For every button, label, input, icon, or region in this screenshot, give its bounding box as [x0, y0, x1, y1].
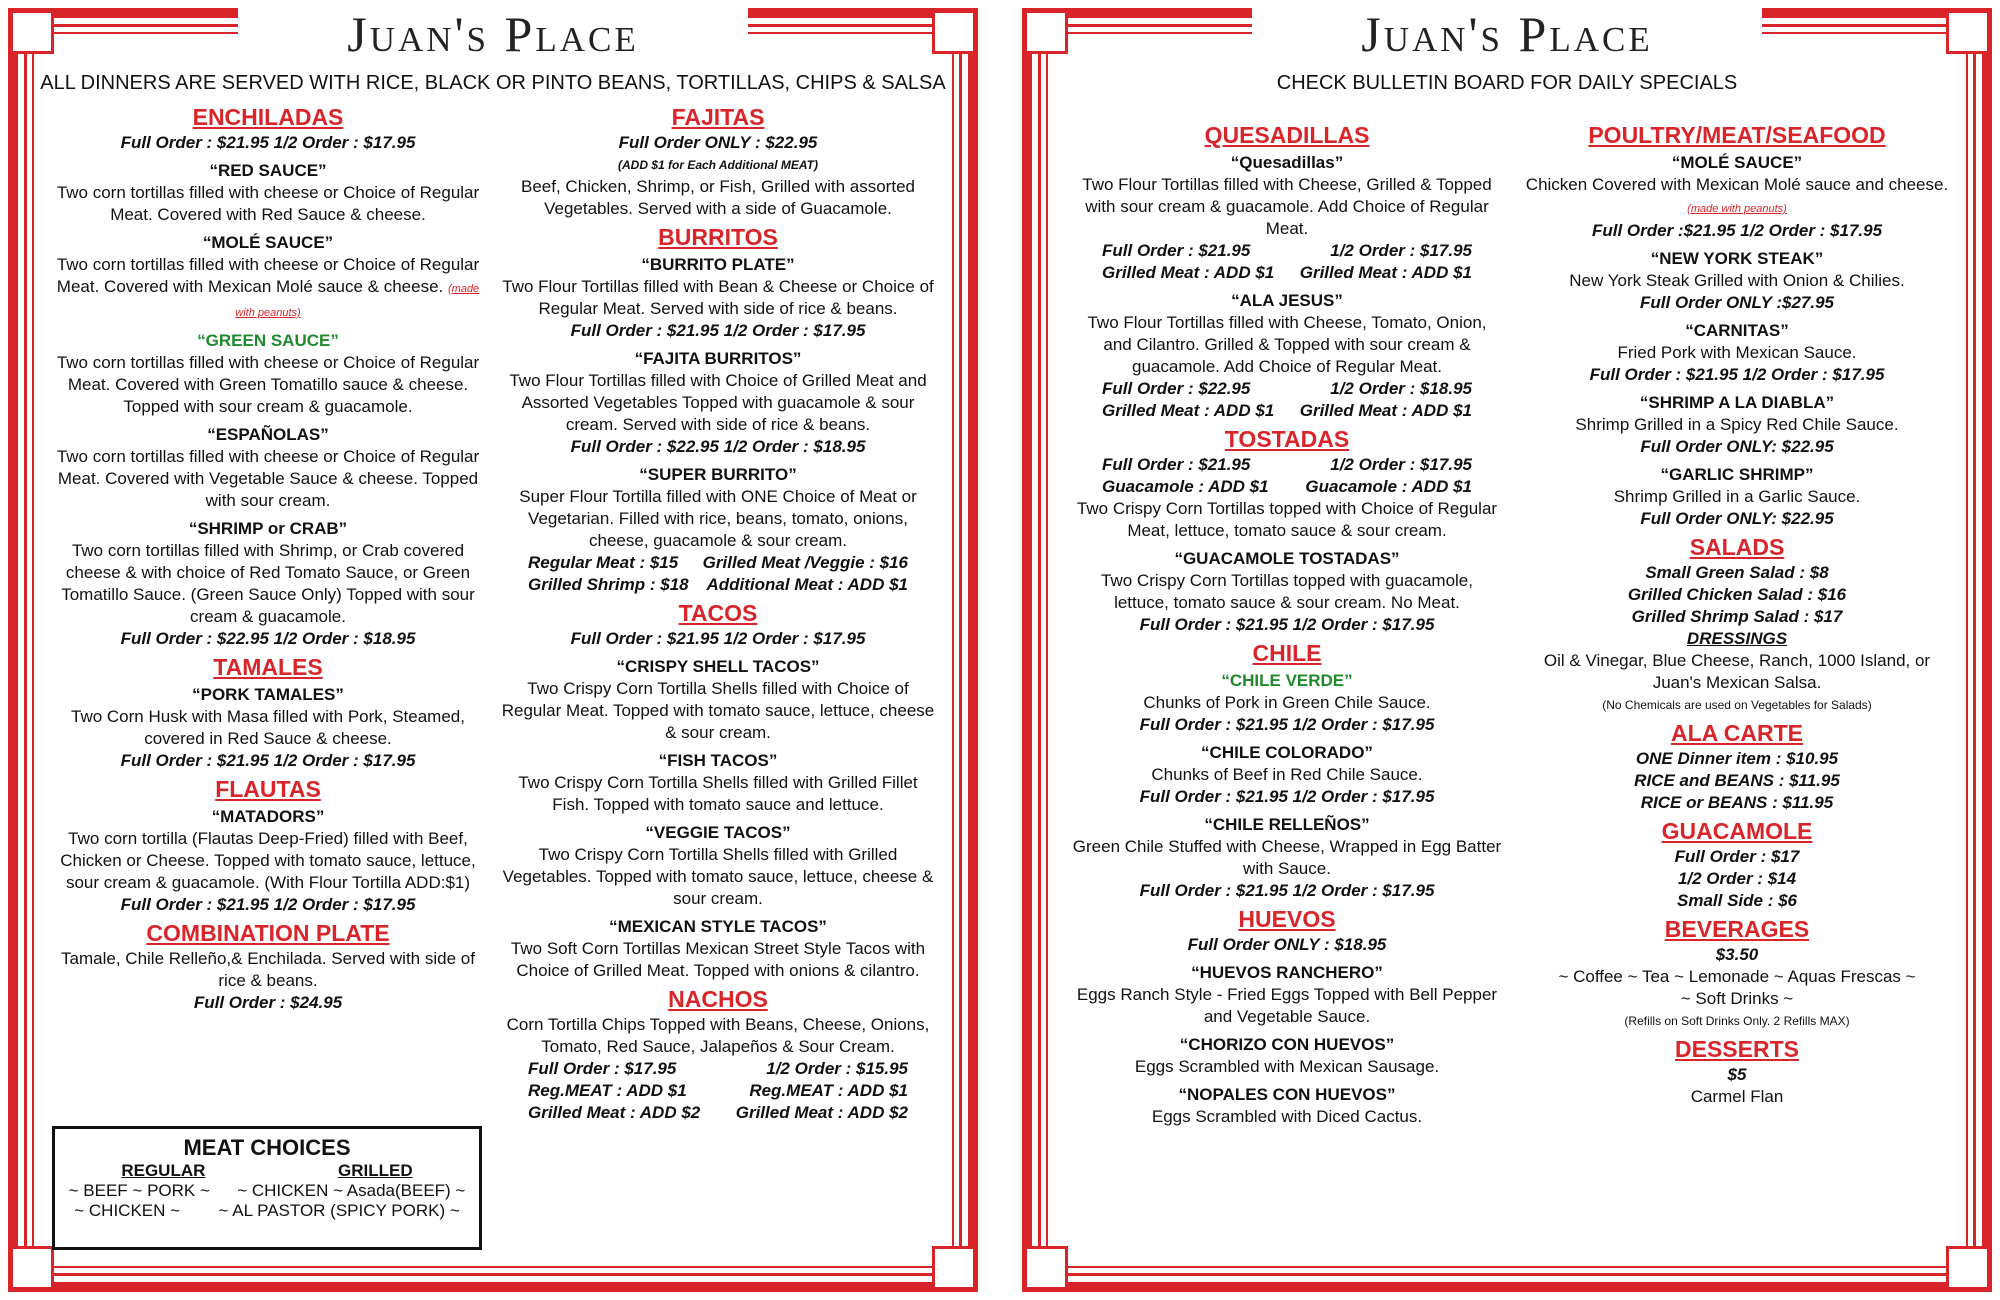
price: 1/2 Order : $15.95	[766, 1059, 908, 1078]
item-name: “NOPALES CON HUEVOS”	[1178, 1085, 1396, 1104]
price-line: Full Order : $22.95 1/2 Order : $18.95	[120, 629, 416, 648]
item-name: “FISH TACOS”	[658, 751, 778, 770]
price-line: Grilled Chicken Salad : $16	[1627, 585, 1847, 604]
column-left	[1072, 118, 1502, 1128]
item-desc: Chunks of Pork in Green Chile Sauce.	[1143, 693, 1431, 712]
corner-ornament	[1946, 10, 1990, 54]
price: Guacamole : ADD $1	[1305, 477, 1472, 496]
corner-ornament	[932, 1246, 976, 1290]
section-guacamole: GUACAMOLE	[1661, 818, 1813, 844]
price-line: Full Order : $24.95	[193, 993, 343, 1012]
item-desc: Two Crispy Corn Tortillas topped with guacamole, lettuce, tomato sauce & sour cream. No Meat.	[1101, 571, 1473, 612]
price: Regular Meat : $15	[528, 553, 679, 572]
price-line: Full Order : $21.95 1/2 Order : $17.95	[1139, 881, 1435, 900]
price: Full Order : $22.95	[1102, 379, 1251, 398]
menu-page-left	[8, 8, 978, 1292]
grilled-meats: ~ CHICKEN ~ Asada(BEEF) ~	[237, 1181, 466, 1200]
item-desc: Shrimp Grilled in a Spicy Red Chile Sauce.	[1575, 415, 1899, 434]
item-name: “CARNITAS”	[1685, 321, 1789, 340]
regular-meats: ~ CHICKEN ~	[74, 1201, 181, 1220]
corner-ornament	[10, 1246, 54, 1290]
section-quesadillas: QUESADILLAS	[1204, 122, 1370, 148]
price: Grilled Meat : ADD $1	[1299, 263, 1472, 282]
item-desc: Two corn tortillas filled with cheese or Choice of Regular Meat. Covered with Vegetable Sauce & cheese. Topped with sour cream.	[56, 447, 480, 510]
item-desc: Chicken Covered with Mexican Molé sauce and cheese.	[1525, 175, 1949, 194]
section-poultry: POULTRY/MEAT/SEAFOOD	[1588, 122, 1886, 148]
meat-choices-box	[52, 1126, 482, 1250]
price-line: Full Order : $21.95 1/2 Order : $17.95	[1589, 365, 1885, 384]
section-tostadas: TOSTADAS	[1224, 426, 1350, 452]
section-flautas: FLAUTAS	[215, 776, 321, 802]
item-desc: Two corn tortillas filled with Shrimp, or Crab covered cheese & with choice of Red Tomato Sauce, or Green Tomatillo Sauce. (Green Sauce Only) Topped with sour cream & guacamole.	[61, 541, 475, 626]
item-desc: Two corn tortillas filled with cheese or Choice of Regular Meat. Covered with Green Tomatillo sauce & cheese. Topped with sour cream & guacamole.	[56, 353, 480, 416]
section-enchiladas: ENCHILADAS	[192, 104, 344, 130]
item-name: “GARLIC SHRIMP”	[1660, 465, 1814, 484]
corner-ornament	[1024, 10, 1068, 54]
item-desc: Eggs Scrambled with Mexican Sausage.	[1134, 1057, 1440, 1076]
price-line: Full Order : $22.95 1/2 Order : $18.95	[570, 437, 866, 456]
price-line: Full Order : $21.95 1/2 Order : $17.95	[120, 895, 416, 914]
price-line: Full Order : $21.95 1/2 Order : $17.95	[1139, 615, 1435, 634]
item-name: “PORK TAMALES”	[192, 685, 344, 704]
item-name: “SUPER BURRITO”	[639, 465, 797, 484]
item-desc: Fried Pork with Mexican Sauce.	[1617, 343, 1857, 362]
item-desc: New York Steak Grilled with Onion & Chilies.	[1569, 271, 1905, 290]
dressings-heading: DRESSINGS	[1686, 629, 1788, 648]
section-tacos: TACOS	[678, 600, 758, 626]
section-fajitas: FAJITAS	[671, 104, 765, 130]
price: Grilled Meat : ADD $1	[1102, 263, 1275, 282]
price: Full Order : $21.95	[1102, 241, 1251, 260]
menu-page-right	[1022, 8, 1992, 1292]
item-name: “NEW YORK STEAK”	[1650, 249, 1824, 268]
item-name: “CRISPY SHELL TACOS”	[616, 657, 820, 676]
grilled-meats: ~ AL PASTOR (SPICY PORK) ~	[218, 1201, 460, 1220]
item-name: “FAJITA BURRITOS”	[634, 349, 802, 368]
regular-meats: ~ BEEF ~ PORK ~	[68, 1181, 210, 1200]
price: Additional Meat : ADD $1	[706, 575, 908, 594]
item-desc: Two Flour Tortillas filled with Cheese, Tomato, Onion, and Cilantro. Grilled & Topped with sour cream & guacamole. Add Choice of Regular Meat.	[1087, 313, 1487, 376]
price: Reg.MEAT : ADD $1	[749, 1081, 908, 1100]
item-name: “CHILE RELLEÑOS”	[1204, 815, 1370, 834]
item-desc: ~ Soft Drinks ~	[1680, 989, 1794, 1008]
item-name: “MOLÉ SAUCE”	[1671, 153, 1803, 172]
item-desc: Two corn tortillas filled with cheese or Choice of Regular Meat. Covered with Red Sauce & cheese.	[56, 183, 480, 224]
item-desc: Beef, Chicken, Shrimp, or Fish, Grilled with assorted Vegetables. Served with a side of Guacamole.	[521, 177, 915, 218]
price-line: RICE or BEANS : $11.95	[1640, 793, 1834, 812]
item-name: “SHRIMP or CRAB”	[188, 519, 348, 538]
price: Grilled Meat : ADD $1	[1102, 401, 1275, 420]
item-name: “CHILE VERDE”	[1221, 671, 1353, 690]
price: Full Order : $21.95	[1102, 455, 1251, 474]
item-desc: Two Corn Husk with Masa filled with Pork, Steamed, covered in Red Sauce & cheese.	[71, 707, 465, 748]
section-desserts: DESSERTS	[1675, 1036, 1799, 1062]
item-desc: Two Flour Tortillas filled with Cheese, Grilled & Topped with sour cream & guacamole. Add Choice of Regular Meat.	[1082, 175, 1492, 238]
price-line: 1/2 Order : $14	[1677, 869, 1797, 888]
item-desc: Eggs Scrambled with Diced Cactus.	[1151, 1107, 1423, 1126]
price-line: Full Order :$21.95 1/2 Order : $17.95	[1591, 221, 1883, 240]
section-combination: COMBINATION PLATE	[146, 920, 390, 946]
price-line: Full Order ONLY: $22.95	[1640, 509, 1834, 528]
note: (No Chemicals are used on Vegetables for Salads)	[1602, 698, 1872, 712]
item-name: “HUEVOS RANCHERO”	[1191, 963, 1383, 982]
column-left	[48, 100, 488, 1014]
price: Reg.MEAT : ADD $1	[528, 1081, 687, 1100]
price: 1/2 Order : $17.95	[1330, 455, 1472, 474]
price: Grilled Meat : ADD $2	[528, 1103, 701, 1122]
price: Grilled Meat /Veggie : $16	[702, 553, 908, 572]
item-name: “CHILE COLORADO”	[1201, 743, 1373, 762]
price-line: Full Order : $21.95 1/2 Order : $17.95	[1139, 787, 1435, 806]
price-line: ONE Dinner item : $10.95	[1635, 749, 1839, 768]
section-salads: SALADS	[1689, 534, 1785, 560]
price-line: Full Order : $21.95 1/2 Order : $17.95	[570, 321, 866, 340]
restaurant-title: Juan's Place	[347, 6, 639, 62]
corner-ornament	[1024, 1246, 1068, 1290]
item-name: “ALA JESUS”	[1231, 291, 1343, 310]
price-line: Small Side : $6	[1677, 891, 1797, 910]
restaurant-title: Juan's Place	[1361, 6, 1653, 62]
corner-ornament	[1946, 1246, 1990, 1290]
price: 1/2 Order : $18.95	[1330, 379, 1472, 398]
price-line: Full Order : $21.95 1/2 Order : $17.95	[570, 629, 866, 648]
section-tamales: TAMALES	[213, 654, 323, 680]
price-line: Full Order : $21.95 1/2 Order : $17.95	[120, 133, 416, 152]
item-desc: Two Soft Corn Tortillas Mexican Street Style Tacos with Choice of Grilled Meat. Topped with onions & cilantro.	[510, 939, 926, 980]
item-name: “MATADORS”	[211, 807, 325, 826]
item-desc: Super Flour Tortilla filled with ONE Choice of Meat or Vegetarian. Filled with rice, beans, tomato, onions, cheese, guacamole & sour cream.	[519, 487, 917, 550]
section-huevos: HUEVOS	[1238, 906, 1336, 932]
price: Full Order : $17.95	[528, 1059, 677, 1078]
section-ala-carte: ALA CARTE	[1670, 720, 1804, 746]
item-desc: Oil & Vinegar, Blue Cheese, Ranch, 1000 Island, or Juan's Mexican Salsa.	[1543, 651, 1931, 692]
price-line: RICE and BEANS : $11.95	[1634, 771, 1840, 790]
corner-ornament	[932, 10, 976, 54]
item-desc: Two Crispy Corn Tortillas topped with Choice of Regular Meat, lettuce, tomato sauce & sour cream.	[1076, 499, 1498, 540]
price-line: Full Order ONLY :$27.95	[1640, 293, 1834, 312]
item-desc: Two corn tortillas filled with cheese or Choice of Regular Meat. Covered with Mexican Molé sauce & cheese.	[56, 255, 480, 296]
section-burritos: BURRITOS	[658, 224, 778, 250]
section-chile: CHILE	[1252, 640, 1322, 666]
price-line: Full Order ONLY : $18.95	[1187, 935, 1387, 954]
price-line: Full Order : $21.95 1/2 Order : $17.95	[120, 751, 416, 770]
price-line: Full Order : $21.95 1/2 Order : $17.95	[1139, 715, 1435, 734]
item-name: “GUACAMOLE TOSTADAS”	[1174, 549, 1400, 568]
price: Grilled Meat : ADD $2	[735, 1103, 908, 1122]
meat-choices-title: MEAT CHOICES	[183, 1135, 351, 1160]
price-line: $5	[1727, 1065, 1747, 1084]
note: (Refills on Soft Drinks Only. 2 Refills MAX)	[1624, 1014, 1850, 1028]
item-name: “SHRIMP A LA DIABLA”	[1639, 393, 1835, 412]
item-name: “ESPAÑOLAS”	[207, 425, 329, 444]
allergen-note: (made with peanuts)	[235, 283, 480, 319]
price-line: Grilled Shrimp Salad : $17	[1631, 607, 1843, 626]
item-desc: Carmel Flan	[1690, 1087, 1784, 1106]
price: Guacamole : ADD $1	[1102, 477, 1269, 496]
price-line: Small Green Salad : $8	[1645, 563, 1829, 582]
price-note: (ADD $1 for Each Additional MEAT)	[617, 158, 818, 172]
price: Grilled Shrimp : $18	[528, 575, 689, 594]
item-desc: ~ Coffee ~ Tea ~ Lemonade ~ Aquas Frescas ~	[1558, 967, 1916, 986]
price: Grilled Meat : ADD $1	[1299, 401, 1472, 420]
price-line: Full Order ONLY : $22.95	[618, 133, 818, 152]
item-desc: Tamale, Chile Relleño,& Enchilada. Served with side of rice & beans.	[61, 949, 475, 990]
grilled-heading: GRILLED	[338, 1161, 413, 1180]
corner-ornament	[10, 10, 54, 54]
item-name: “BURRITO PLATE”	[641, 255, 795, 274]
price-line: Full Order ONLY: $22.95	[1640, 437, 1834, 456]
item-desc: Chunks of Beef in Red Chile Sauce.	[1151, 765, 1423, 784]
item-name: “RED SAUCE”	[209, 161, 327, 180]
item-desc: Green Chile Stuffed with Cheese, Wrapped in Egg Batter with Sauce.	[1072, 837, 1502, 878]
item-name: “Quesadillas”	[1230, 153, 1344, 172]
section-nachos: NACHOS	[668, 986, 768, 1012]
item-name: “VEGGIE TACOS”	[645, 823, 791, 842]
item-desc: Two Flour Tortillas filled with Choice of Grilled Meat and Assorted Vegetables Topped with guacamole & sour cream. Served with side of rice & beans.	[509, 371, 927, 434]
item-desc: Two Flour Tortillas filled with Bean & Cheese or Choice of Regular Meat. Served with side of rice & beans.	[502, 277, 934, 318]
item-desc: Eggs Ranch Style - Fried Eggs Topped with Bell Pepper and Vegetable Sauce.	[1076, 985, 1498, 1026]
section-beverages: BEVERAGES	[1664, 916, 1810, 942]
column-right	[1522, 118, 1952, 1108]
item-name: “MEXICAN STYLE TACOS”	[609, 917, 827, 936]
price: 1/2 Order : $17.95	[1330, 241, 1472, 260]
item-desc: Two Crispy Corn Tortilla Shells filled with Grilled Vegetables. Topped with tomato sauce, lettuce, cheese & sour cream.	[502, 845, 934, 908]
regular-heading: REGULAR	[121, 1161, 206, 1180]
column-right	[498, 100, 938, 1124]
item-desc: Two corn tortilla (Flautas Deep-Fried) filled with Beef, Chicken or Cheese. Topped with tomato sauce, lettuce, sour cream & guacamole. (With Flour Tortilla ADD:$1)	[60, 829, 476, 892]
item-desc: Two Crispy Corn Tortilla Shells filled with Choice of Regular Meat. Topped with tomato sauce, lettuce, cheese & sour cream.	[501, 679, 935, 742]
subtitle: CHECK BULLETIN BOARD FOR DAILY SPECIALS	[1276, 72, 1738, 94]
allergen-note: (made with peanuts)	[1687, 203, 1787, 215]
price-line: Full Order : $17	[1674, 847, 1800, 866]
item-name: “GREEN SAUCE”	[197, 331, 339, 350]
item-desc: Two Crispy Corn Tortilla Shells filled with Grilled Fillet Fish. Topped with tomato sauce and lettuce.	[518, 773, 918, 814]
item-desc: Shrimp Grilled in a Garlic Sauce.	[1613, 487, 1861, 506]
item-name: “CHORIZO CON HUEVOS”	[1179, 1035, 1395, 1054]
item-name: “MOLÉ SAUCE”	[202, 233, 334, 252]
item-desc: Corn Tortilla Chips Topped with Beans, Cheese, Onions, Tomato, Red Sauce, Jalapeños & Sour Cream.	[506, 1015, 930, 1056]
subtitle: ALL DINNERS ARE SERVED WITH RICE, BLACK OR PINTO BEANS, TORTILLAS, CHIPS & SALSA	[40, 72, 946, 94]
price-line: $3.50	[1715, 945, 1759, 964]
